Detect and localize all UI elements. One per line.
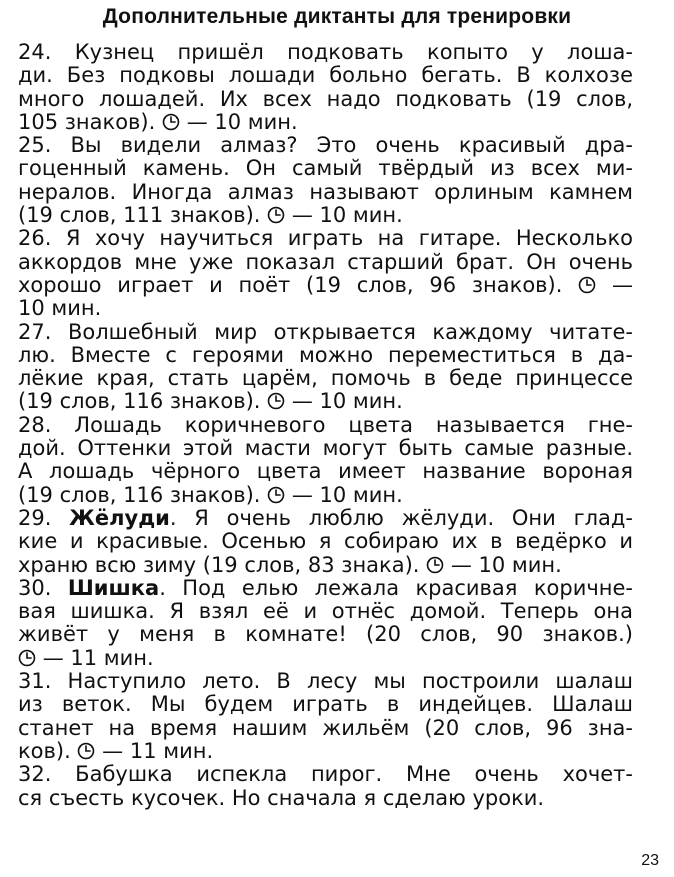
text-segment: станет на время нашим жильём (20 слов, 96 зна- bbox=[18, 715, 633, 740]
dictation-entry-25 bbox=[18, 134, 633, 227]
text-line bbox=[18, 507, 633, 530]
clock-icon bbox=[267, 486, 285, 504]
page-title: Дополнительные диктанты для тренировки bbox=[102, 5, 572, 28]
text-segment: 30. bbox=[18, 575, 68, 600]
text-line bbox=[18, 251, 633, 274]
text-segment: 31. Наступило лето. В лесу мы построили шалаш bbox=[18, 669, 633, 694]
dictation-entry-26 bbox=[18, 227, 633, 320]
dictation-entry-24 bbox=[18, 41, 633, 134]
text-line bbox=[18, 647, 633, 670]
text-line bbox=[18, 321, 633, 344]
text-segment: 27. Волшебный мир открывается каждому читате- bbox=[18, 319, 633, 344]
dictation-entry-30 bbox=[18, 577, 633, 670]
clock-icon bbox=[18, 649, 36, 667]
text-segment: . Под елью лежала красивая коричне- bbox=[159, 575, 633, 600]
text-line bbox=[18, 577, 633, 600]
text-segment: — 10 мин. bbox=[291, 482, 403, 507]
text-line bbox=[18, 554, 633, 577]
text-segment: много лошадей. Их всех надо подковать (19 слов, bbox=[18, 86, 633, 111]
text-segment: из веток. Мы будем играть в индейцев. Шалаш bbox=[18, 692, 633, 717]
text-segment: аккордов мне уже показал старший брат. Он очень bbox=[18, 249, 633, 274]
text-line bbox=[18, 41, 633, 64]
text-line bbox=[18, 717, 633, 740]
text-line bbox=[18, 623, 633, 646]
text-line bbox=[18, 344, 633, 367]
dictation-keyword: Шишка bbox=[67, 575, 160, 600]
text-segment: (19 слов, 116 знаков). bbox=[18, 482, 261, 507]
dictation-entry-27 bbox=[18, 321, 633, 414]
text-line bbox=[18, 530, 633, 553]
text-line bbox=[18, 111, 633, 134]
text-segment: . Я очень люблю жёлуди. Они глад- bbox=[169, 505, 633, 530]
text-line bbox=[18, 763, 633, 786]
text-line bbox=[18, 460, 633, 483]
text-line bbox=[18, 693, 633, 716]
text-segment: 10 мин. bbox=[18, 296, 102, 321]
text-segment: лю. Вместе с героями можно переместиться в да- bbox=[18, 342, 633, 367]
clock-icon bbox=[426, 556, 444, 574]
dictation-entry-32 bbox=[18, 763, 633, 810]
text-segment: хорошо играет и поёт (19 слов, 96 знаков). bbox=[18, 272, 563, 297]
dictation-keyword: Жёлуди bbox=[69, 505, 170, 530]
text-segment: — 10 мин. bbox=[450, 552, 562, 577]
text-line bbox=[18, 390, 633, 413]
text-segment: — 11 мин. bbox=[102, 738, 214, 763]
text-segment: — 11 мин. bbox=[42, 645, 154, 670]
text-segment: живёт у меня в комнате! (20 слов, 90 знаков.) bbox=[18, 622, 633, 647]
text-line bbox=[18, 88, 633, 111]
text-segment: кие и красивые. Осенью я собираю их в ведёрко и bbox=[18, 529, 633, 554]
text-segment: гоценный камень. Он самый твёрдый из всех ми- bbox=[18, 156, 633, 181]
clock-icon bbox=[77, 742, 95, 760]
text-segment: (19 слов, 111 знаков). bbox=[18, 203, 261, 228]
dictation-list bbox=[18, 41, 633, 810]
clock-icon bbox=[267, 392, 285, 410]
text-line bbox=[18, 414, 633, 437]
text-line bbox=[18, 437, 633, 460]
text-line bbox=[18, 600, 633, 623]
text-line bbox=[18, 274, 633, 297]
text-line bbox=[18, 134, 633, 157]
text-line bbox=[18, 157, 633, 180]
text-line bbox=[18, 64, 633, 87]
text-segment: 105 знаков). bbox=[18, 109, 156, 134]
text-segment: 24. Кузнец пришёл подковать копыто у лоша- bbox=[18, 40, 633, 64]
text-segment: 29. bbox=[18, 505, 70, 530]
text-segment: — bbox=[611, 272, 633, 297]
page-number: 23 bbox=[641, 852, 659, 869]
text-segment: 25. Вы видели алмаз? Это очень красивый дра- bbox=[18, 133, 633, 158]
text-segment: ди. Без подковы лошади больно бегать. В колхозе bbox=[18, 63, 633, 88]
text-segment: лёкие края, стать царём, помочь в беде принцессе bbox=[18, 366, 633, 391]
text-segment: — 10 мин. bbox=[291, 389, 403, 414]
text-line bbox=[18, 367, 633, 390]
text-segment: дой. Оттенки этой масти могут быть самые разные. bbox=[18, 436, 633, 461]
clock-icon bbox=[162, 113, 180, 131]
text-segment: 28. Лошадь коричневого цвета называется гне- bbox=[18, 412, 633, 437]
text-segment: ся съесть кусочек. Но сначала я сделаю уроки. bbox=[18, 785, 545, 810]
text-segment: 32. Бабушка испекла пирог. Мне очень хочет- bbox=[18, 762, 633, 787]
text-line bbox=[18, 297, 633, 320]
text-segment: храню всю зиму (19 слов, 83 знака). bbox=[18, 552, 420, 577]
text-segment: — 10 мин. bbox=[291, 203, 403, 228]
text-segment: А лошадь чёрного цвета имеет название вороная bbox=[18, 459, 633, 484]
text-line bbox=[18, 181, 633, 204]
text-segment: ков). bbox=[18, 738, 71, 763]
dictation-entry-28 bbox=[18, 414, 633, 507]
text-line bbox=[18, 227, 633, 250]
clock-icon bbox=[578, 276, 596, 294]
text-line bbox=[18, 204, 633, 227]
text-line bbox=[18, 670, 633, 693]
text-segment: вая шишка. Я взял её и отнёс домой. Теперь она bbox=[18, 599, 633, 624]
text-segment: — 10 мин. bbox=[186, 109, 298, 134]
text-segment: 26. Я хочу научиться играть на гитаре. Несколько bbox=[18, 226, 633, 251]
text-line bbox=[18, 740, 633, 763]
text-line bbox=[18, 787, 633, 810]
text-line bbox=[18, 484, 633, 507]
dictation-entry-29 bbox=[18, 507, 633, 577]
text-segment: (19 слов, 116 знаков). bbox=[18, 389, 261, 414]
dictation-entry-31 bbox=[18, 670, 633, 763]
text-segment: нералов. Иногда алмаз называют орлиным камнем bbox=[18, 179, 633, 204]
clock-icon bbox=[267, 206, 285, 224]
